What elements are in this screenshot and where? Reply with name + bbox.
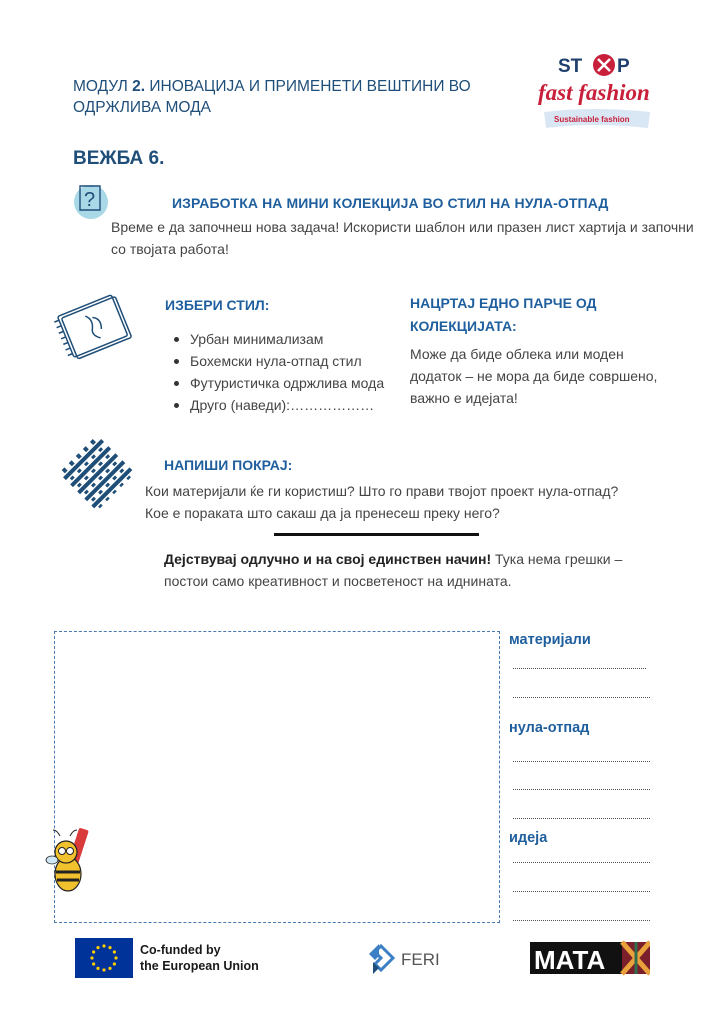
logo-subtitle: Sustainable fashion xyxy=(554,115,630,124)
materials-line[interactable] xyxy=(513,668,646,669)
question-icon xyxy=(72,180,110,220)
zero-waste-line[interactable] xyxy=(513,761,650,762)
woven-pattern-icon xyxy=(56,432,138,514)
eu-flag-icon xyxy=(75,938,133,978)
materials-line[interactable] xyxy=(513,697,650,698)
style-option: Футуристичка одржлива мода xyxy=(172,372,387,394)
matah-text: MATA xyxy=(534,945,606,975)
drawing-area[interactable] xyxy=(54,631,500,923)
idea-label: идеја xyxy=(509,830,548,846)
svg-text:?: ? xyxy=(84,189,96,211)
materials-label: материјали xyxy=(509,632,591,648)
matah-logo xyxy=(530,940,650,976)
module-heading: МОДУЛ 2. ИНОВАЦИЈА И ПРИМЕНЕТИ ВЕШТИНИ ВО ОДРЖЛИВА МОДА xyxy=(73,78,471,116)
zero-waste-line[interactable] xyxy=(513,789,650,790)
write-title: НАПИШИ ПОКРАЈ: xyxy=(164,457,293,473)
act-text: Дејствувај одлучно и на свој единствен начин! Тука нема грешки – постои само креативност и посветеност на иднината. xyxy=(164,551,623,589)
write-text: Кои материјали ќе ги користиш? Што го прави твојот проект нула-отпад? Кое е пораката што сакаш да ја пренесеш преку него? xyxy=(145,483,619,521)
feri-text: FERI xyxy=(401,950,440,969)
task-text: Време е да започнеш нова задача! Искористи шаблон или празен лист хартија и започни со твојата работа! xyxy=(111,219,694,257)
idea-line[interactable] xyxy=(513,920,650,921)
idea-line[interactable] xyxy=(513,891,650,892)
draw-piece-text: Може да биде облека или моден додаток – не мора да биде совршено, важно е идејата! xyxy=(410,346,658,406)
bee-pencil-icon xyxy=(42,824,104,896)
choose-style-title: ИЗБЕРИ СТИЛ: xyxy=(165,297,270,313)
style-options-list xyxy=(172,328,387,416)
divider-line xyxy=(274,533,479,536)
eu-cofunded-text: Co-funded by the European Union xyxy=(140,943,259,973)
style-option: Урбан минимализам xyxy=(172,328,387,350)
logo-stop-text: ST xyxy=(558,56,583,77)
zero-waste-line[interactable] xyxy=(513,818,650,819)
zero-waste-label: нула-отпад xyxy=(509,720,590,736)
sketchbook-icon xyxy=(50,292,136,362)
style-option-other: Друго (наведи):……………… xyxy=(172,394,387,416)
task-title: ИЗРАБОТКА НА МИНИ КОЛЕКЦИЈА ВО СТИЛ НА НУЛА-ОТПАД xyxy=(172,195,609,211)
draw-piece-title: НАЦРТАЈ ЕДНО ПАРЧЕ ОД КОЛЕКЦИЈАТА: xyxy=(410,295,597,334)
style-option: Бохемски нула-отпад стил xyxy=(172,350,387,372)
stop-fast-fashion-logo xyxy=(522,50,662,136)
exercise-title: ВЕЖБА 6. xyxy=(73,148,165,169)
idea-line[interactable] xyxy=(513,862,650,863)
feri-logo xyxy=(365,938,445,978)
logo-fast-fashion-text: fast fashion xyxy=(538,80,650,105)
logo-p-text: P xyxy=(617,56,630,77)
